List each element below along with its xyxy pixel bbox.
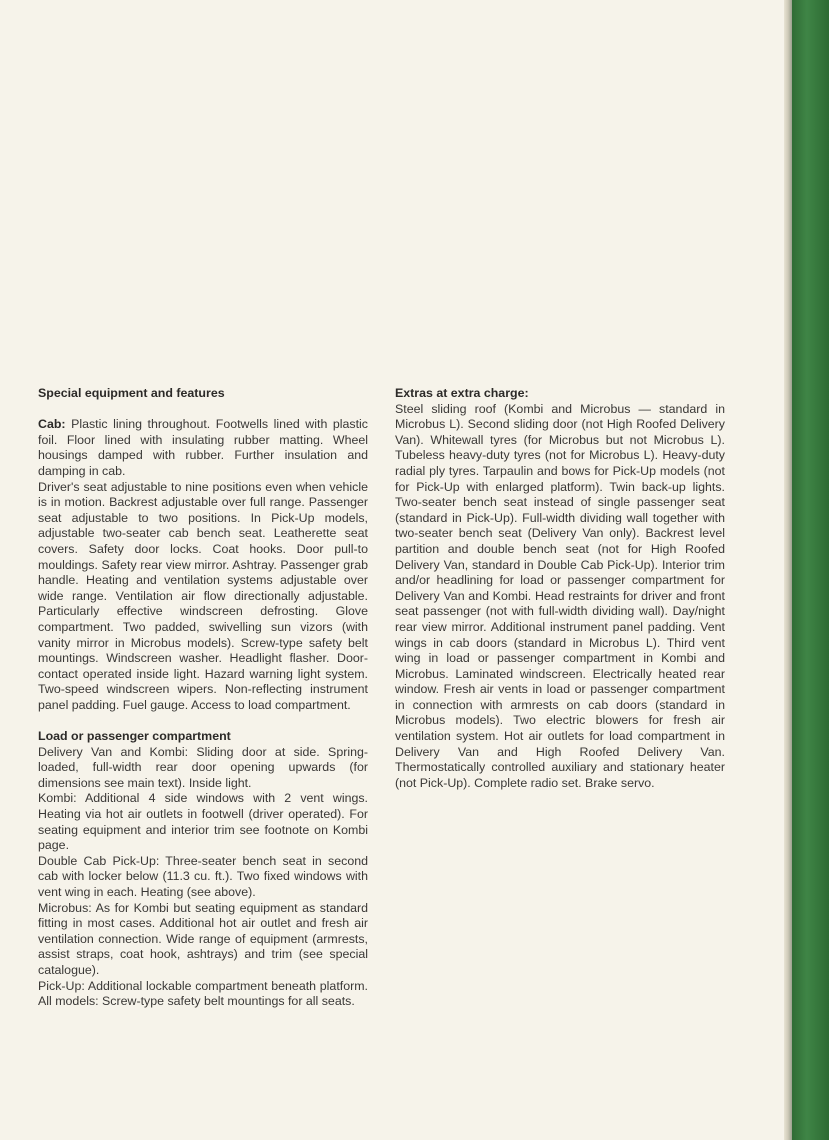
spacer	[38, 402, 368, 418]
cab-text: Plastic lining throughout. Footwells lined with plastic foil. Floor lined with insulating rubber matting. Wheel housings damped with rubber. Further insulation and damping in cab.	[38, 417, 368, 478]
cab-lead: Cab:	[38, 417, 66, 432]
section-heading-special-equipment: Special equipment and features	[38, 386, 225, 400]
extras-paragraph: Steel sliding roof (Kombi and Microbus — standard in Microbus L). Second sliding door (not High Roofed Delivery Van). Whitewall tyres (for Microbus but not Microbus L). Tubeless heavy-duty tyres (not for Microbus L). Heavy-duty radial ply tyres. Tarpaulin and bows for Pick-Up models (not for Pick-Up with enlarged platform). Twin back-up lights. Two-seater bench seat instead of single passenger seat (standard in Pick-Up). Full-width dividing wall together with two-seater bench seat (Delivery Van only). Backrest level partition and double bench seat (not for High Roofed Delivery Van, standard in Double Cab Pick-Up). Interior trim and/or headlining for load or passenger compartment for Delivery Van and Kombi. Head restraints for driver and front seat passenger (not with full-width dividing wall). Day/night rear view mirror. Additional instrument panel padding. Vent wings in cab doors (standard in Microbus L). Third vent wing in load or passenger compartment in Kombi and Microbus. Laminated windscreen. Electrically heated rear window. Fresh air vents in load or passenger compartment in connection with armrests on cab doors (standard in Microbus models). Two electric blowers for fresh air ventilation system. Hot air outlets for load compartment in Delivery Van and High Roofed Delivery Van. Thermostatically controlled auxiliary and stationary heater (not Pick-Up). Complete radio set. Brake servo.	[395, 401, 725, 790]
section-heading-extras: Extras at extra charge:	[395, 386, 529, 400]
right-column	[395, 386, 725, 791]
spacer	[38, 713, 368, 729]
load-delivery-van-paragraph: Delivery Van and Kombi: Sliding door at side. Spring-loaded, full-width rear door opening upwards (for dimensions see main text). Inside light.	[38, 744, 368, 790]
load-double-cab-paragraph: Double Cab Pick-Up: Three-seater bench seat in second cab with locker below (11.3 cu. ft.). Two fixed windows with vent wing in each. Heating (see above).	[38, 853, 368, 899]
page-edge	[784, 0, 792, 1140]
load-pickup-paragraph: Pick-Up: Additional lockable compartment beneath platform. All models: Screw-type safety belt mountings for all seats.	[38, 978, 368, 1009]
load-microbus-paragraph: Microbus: As for Kombi but seating equipment as standard fitting in most cases. Additional hot air outlet and fresh air ventilation connection. Wide range of equipment (armrests, assist straps, coat hook, ashtrays) and trim (see special catalogue).	[38, 900, 368, 977]
left-column	[38, 386, 368, 1010]
load-kombi-paragraph: Kombi: Additional 4 side windows with 2 vent wings. Heating via hot air outlets in footwell (driver operated). For seating equipment and interior trim see footnote on Kombi page.	[38, 791, 368, 853]
green-cover-band	[792, 0, 829, 1140]
cab-driver-seat-paragraph: Driver's seat adjustable to nine positions even when vehicle is in motion. Backrest adjustable over full range. Passenger seat adjustable to two positions. In Pick-Up models, adjustable two-seater cab bench seat. Leatherette seat covers. Safety door locks. Coat hooks. Door pull-to mouldings. Safety rear view mirror. Ashtray. Passenger grab handle. Heating and ventilation systems adjustable over wide range. Ventilation air flow directionally adjustable. Particularly effective windscreen defrosting. Glove compartment. Two padded, swivelling sun vizors (with vanity mirror in Microbus models). Screw-type safety belt mountings. Windscreen washer. Headlight flasher. Door-contact operated inside light. Hazard warning light system. Two-speed windscreen wipers. Non-reflecting instrument panel padding. Fuel gauge. Access to load compartment.	[38, 479, 368, 712]
section-heading-load-compartment: Load or passenger compartment	[38, 729, 231, 744]
cab-paragraph	[38, 417, 368, 479]
